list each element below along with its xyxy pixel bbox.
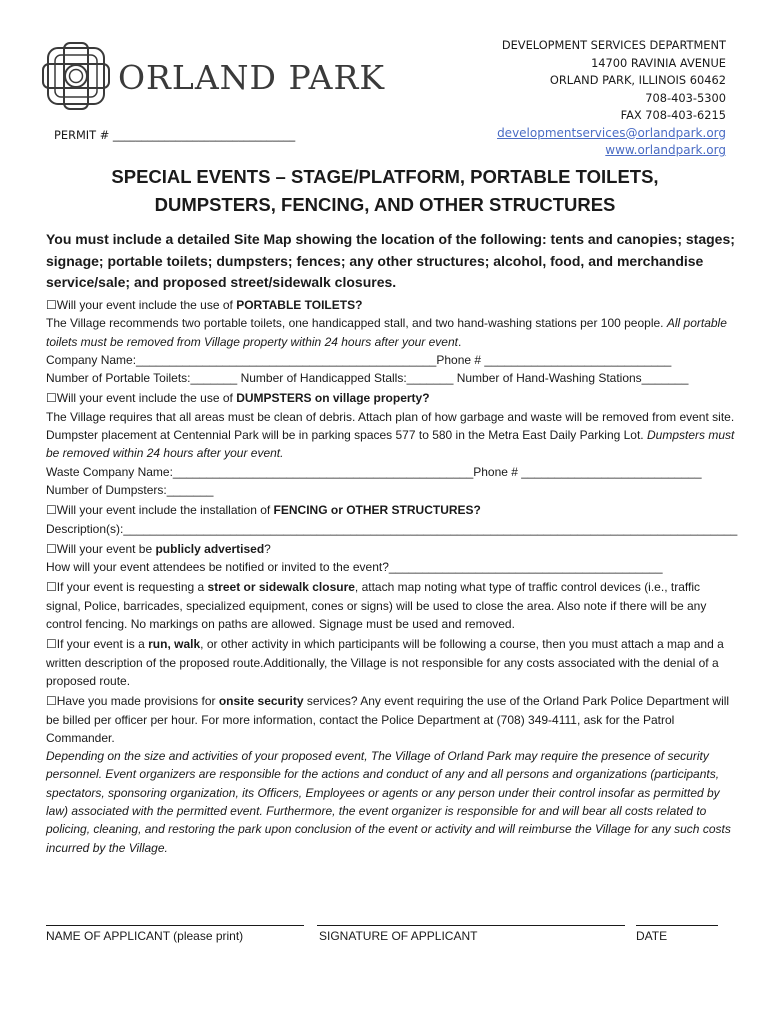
website-link[interactable]: www.orlandpark.org <box>605 143 726 157</box>
dept-line: 708-403-5300 <box>645 90 726 105</box>
onsite-security-question[interactable]: ☐Have you made provisions for onsite security services? Any event requiring the use of the Orland Park Police Department will be billed per officer per hour. For more information, contact the Police Department at (708) 349-4111, ask for the Patrol Commander. <box>46 694 730 745</box>
department-address <box>497 37 726 160</box>
site-map-instructions: You must include a detailed Site Map showing the location of the following: tents and canopies; stages; signage; portable toilets; dumpsters; fences; any other structures; alcohol, food, and merchandise service/sale; and proposed street/sidewalk closures. <box>46 231 735 290</box>
title-line: DUMPSTERS, FENCING, AND OTHER STRUCTURES <box>154 194 616 215</box>
run-walk-question[interactable]: ☐If your event is a run, walk, or other activity in which participants will be following a course, then you must attach a map and a written description of the proposed route.Additionally, the Village is not responsible for any costs associated with the denial of a proposed route. <box>46 637 724 688</box>
permit-number-field[interactable]: PERMIT # ________________________________ <box>54 128 296 142</box>
page-title <box>40 163 730 219</box>
company-name-field[interactable]: Company Name:_____________________________________________Phone # ____________________________ <box>46 352 672 367</box>
date-label: DATE <box>636 929 668 943</box>
dept-line: FAX 708-403-6215 <box>620 108 726 122</box>
date-line[interactable] <box>636 925 718 926</box>
portable-toilets-question[interactable]: ☐Will your event include the use of PORTABLE TOILETS? <box>46 298 363 312</box>
dept-line: ORLAND PARK, ILLINOIS 60462 <box>549 73 726 87</box>
street-closure-question[interactable]: ☐If your event is requesting a street or sidewalk closure, attach map noting what type of traffic control devices (i.e., traffic signal, Police, barricades, specialized equipment, cones or signs) will be used to close the area. Also note if there will be any control fencing. No markings on paths are allowed. Signage must be used and removed. <box>46 580 707 632</box>
email-link[interactable]: developmentservices@orlandpark.org <box>497 125 726 140</box>
applicant-name-line[interactable] <box>46 925 304 926</box>
fencing-question[interactable]: ☐Will your event include the installation of FENCING or OTHER STRUCTURES? <box>46 503 481 518</box>
dept-line: DEVELOPMENT SERVICES DEPARTMENT <box>501 38 726 52</box>
logo-wordmark: ORLAND PARK <box>118 58 385 97</box>
dept-line: 14700 RAVINIA AVENUE <box>591 55 726 70</box>
waste-company-field[interactable]: Waste Company Name:_____________________________________________Phone # ___________________________ <box>46 464 702 479</box>
applicant-signature-line[interactable] <box>317 925 625 926</box>
dumpsters-question[interactable]: ☐Will your event include the use of DUMPSTERS on village property? <box>46 391 430 406</box>
liability-disclaimer: Depending on the size and activities of your proposed event, The Village of Orland Park may require the presence of security personnel. Event organizers are responsible for the actions and conduct of any and all persons and organizations (participants, spectators, sponsoring organization, its Officers, Employees or agents or any person under their control insofar as permitted by law) associated with the permitted event. Furthermore, the event organizer is responsible for and will bear all costs related to policing, cleaning, and restoring the park upon conclusion of the event or activity and will reimburse the Village for any such costs incurred by the Village. <box>46 749 731 855</box>
applicant-name-label: NAME OF APPLICANT (please print) <box>46 929 244 943</box>
form-body <box>46 296 736 857</box>
dumpster-count-field[interactable]: Number of Dumpsters:_______ <box>46 482 214 497</box>
applicant-signature-label: SIGNATURE OF APPLICANT <box>319 929 478 943</box>
dumpsters-description: The Village requires that all areas must be clean of debris. Attach plan of how garbage and waste will be removed from event site. Dumpster placement at Centennial Park will be in parking spaces 577 to 580 in the Metra East Daily Parking Lot. Dumpsters must be removed within 24 hours after your event. <box>46 409 735 461</box>
advertised-question[interactable]: ☐Will your event be publicly advertised? <box>46 541 271 556</box>
portable-toilets-description: The Village recommends two portable toilets, one handicapped stall, and two hand-washing stations per 100 people. All portable toilets must be removed from Village property within 24 hours after your event. <box>46 316 727 349</box>
fencing-description-field[interactable]: Description(s):____________________________________________________________________________________________ <box>46 521 738 536</box>
orland-park-logo-icon <box>40 40 112 112</box>
toilet-counts-fields[interactable]: Number of Portable Toilets:_______ Number of Handicapped Stalls:_______ Number of Hand-Washing Stations_______ <box>46 371 689 386</box>
attendee-notification-field[interactable]: How will your event attendees be notified or invited to the event?_________________________________________ <box>46 560 663 575</box>
title-line: SPECIAL EVENTS – STAGE/PLATFORM, PORTABLE TOILETS, <box>111 166 659 187</box>
